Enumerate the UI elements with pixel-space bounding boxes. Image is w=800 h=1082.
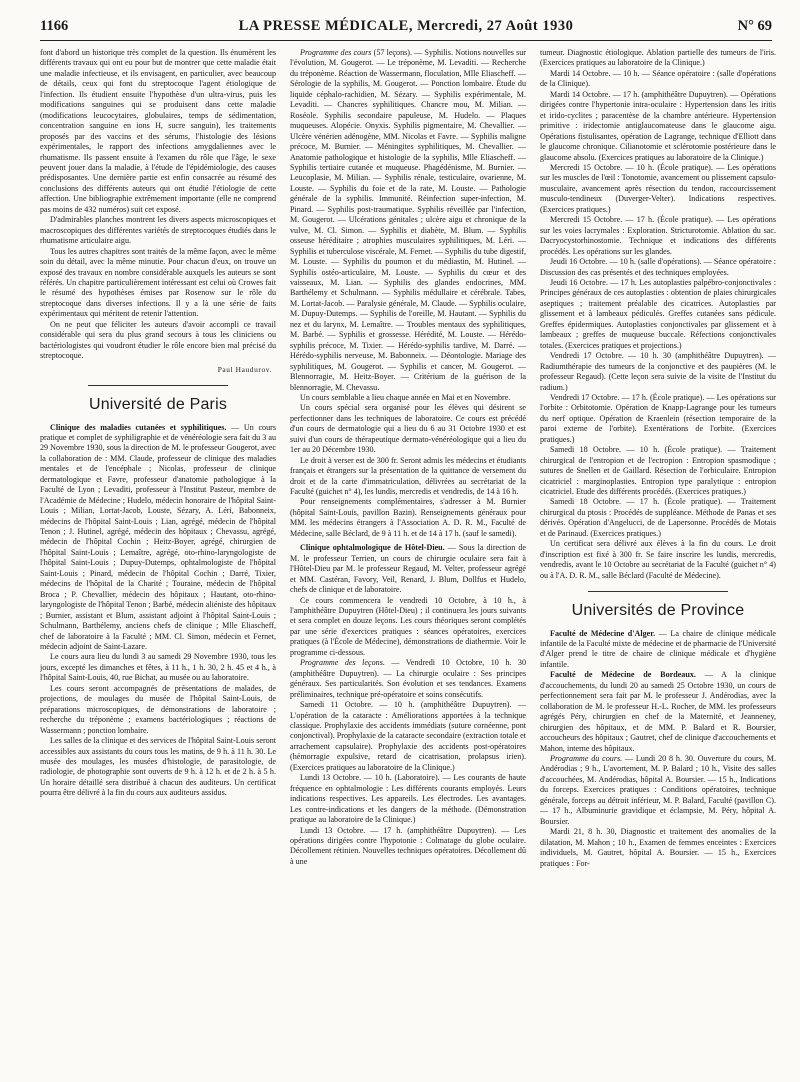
paragraph: Mardi 21, 8 h. 30, Diagnostic et traitement des anomalies de la dilatation, M. Mahon ; 10 h., Examen de femmes enceintes : Exercices individuels, M. Gautret, hôpital A. Boursier. — 15 h., Exercices pratiques : For- [540,827,776,868]
paragraph: Lundi 13 Octobre. — 17 h. (amphithéâtre Dupuytren). — Les opérations dirigées contre l'hypotonie : Colmatage du globe oculaire. Décollement rétinien. Nouvelles techniques opératoires. Décollement dû à une [290,825,526,866]
program-label: Programme du cours. [550,754,623,763]
program-paragraph [290,658,526,700]
section-title-paris: Université de Paris [88,396,228,414]
column-middle [290,48,526,1072]
review-signature: Paul Haudurov. [217,364,272,374]
column-left [40,48,276,1072]
issue-number: N° 69 [737,18,772,34]
paragraph: Mercredi 15 Octobre. — 17 h. (École pratique). — Les opérations sur les voies lacrymales : Exploration. Stricturotomie. Ablation du sac. Dacryocystorhinostomie. Technique et indications des différents procédés. Les opérations sur les glandes. [540,215,776,256]
program-text: — Lundi 20 8 h. 30. Ouverture du cours, M. Andérodias ; 9 h., L'avortement, M. P. Balard ; 10 h., Visite des salles d'accouchées, M. Andérodias, hôpital A. Boursier. — 15 h., Indications du forceps. Exercices pratiques : Conditions opératoires, technique générale, forceps au détroit inférieur, M. P. Balard, Faculté (pavillon C). — 17 h., Albuminurie gravidique et éclampsie, M. Péry, hôpital A. Boursier. [540,754,776,826]
course-text: — Sous la direction de M. le professeur Terrien, un cours de chirurgie oculaire sera fait à l'Hôtel-Dieu par M. le professeur Regaud, M. Velter, professeur agrégé et MM. Castéran, Favory, Veil, Renard, J. Blum, Dollfus et Hudelo, chefs de clinique et de laboratoire. [290,543,526,595]
paragraph: Le droit à verser est de 300 fr. Seront admis les médecins et étudiants français et étrangers sur la présentation de la quittance de versement du droit et de la carte d'immatriculation, délivrées au secrétariat de la Faculté (guichet n° 4), les lundis, mercredis et vendredis, de 14 à 16 h. [290,455,526,497]
paragraph: Un cours semblable a lieu chaque année en Mai et en Novembre. [300,392,511,402]
paragraph: Samedi 18 Octobre. — 10 h. (École pratique). — Traitement chirurgical de l'entropion et de l'ectropion : Entropion spasmodique ; sutures de Snellen et de Gaillard. Résection de l'orbiculaire. Entropion cicatriciel : marginoplasties. Entropion type paralytique : entropion cicatriciel. Etude des différents procédés. (Exercices pratiques.) [540,445,776,497]
program-text: (57 leçons). — Syphilis. Notions nouvelles sur l'évolution, M. Gougerot. — Le tréponème, M. Levaditi. — Recherche du tréponème. Réaction de Wassermann, floculation, Mlle Eliascheff. — Sérologie de la syphilis, M. Gougerot. — Ponction lombaire. Étude du liquide céphalo-rachidien, M. Sézary. — Syphilis expérimentale, M. Levaditi. — Chancres syphilitiques. Chancre mou, M. Milian. — Roséole. Syphilis secondaire papuleuse, M. Hudelo. — Plaques muqueuses. Alopécie. Onyxis. Syphilis pigmentaire, M. Chevallier. — Ulcère vénérien adénogène, MM. Nicolas et Favre. — Syphilis maligne précoce, M. Burnier. — Méningites syphilitiques, M. Chevallier. — Anatomie pathologique et histologie de la syphilis, Mlle Eliascheff. — Syphilis tertiaire cutanée et muqueuse. Phagédénisme, M. Burnier. — Leucoplasie, M. Milian. — Syphilis rénale, testiculaire, ovarienne, M. Louste. — Syphilis du foie et de la rate, M. Louste. — Pathologie générale de la syphilis. Immunité. Réinfection super-infection, M. Pinard. — Syphilis post-traumatique. Syphilis réveillée par l'infection, M. Gougerot. — Ulcérations génitales ; ulcère aigu et chronique de la vulve, M. Cl. Simon. — Syphilis et diabète, M. Blum. — Syphilis osseuse héréditaire ; atrophies musculaires syphilitiques, M. Léri. — Syphilis et tuberculose viscérale, M. Fernet. — Syphilis du tube digestif, M. Louste. — Syphilis du poumon et du médiastin, M. Hutinel. — Syphilis ostéo-articulaire, M. Louste. — Syphilis du cœur et des vaisseaux, M. Lian. — Syphilis des glandes endocrines, MM. Barthélemy et Schulmann. — Syphilis médullaire et cérébrale. Tabes, M. Lortat-Jacob. — Paralysie générale, M. Claude. — Syphilis oculaire, M. Dupuy-Dutemps. — Syphilis de l'oreille, M. Hautant. — Syphilis du nez et du larynx, M. Lemaître. — Troubles mentaux des syphilitiques, M. Barbé. — Syphilis et grossesse. Hérédité, M. Louste. — Hérédo-syphilis précoce, M. Tixier. — Hérédo-syphilis tardive, M. Darré. — Hérédo-syphilis nerveuse, M. Babonneix. — Déontologie. Mariage des syphilitiques, M. Gougerot. — Syphilis et cancer, M. Gougerot. — Blennorragie, M. Heitz-Boyer. — Critérium de la guérison de la blennorragie, M. Chevassu. [290,48,526,392]
course-text: — La chaire de clinique médicale infantile de la Faculté mixte de médecine et de pharmacie de l'Université d'Alger prend le titre de chaire de clinique médicale et d'hygiène infantile. [540,628,776,669]
paragraph: Le cours aura lieu du lundi 3 au samedi 29 Novembre 1930, tous les jours, excepté les dimanches et fêtes, à 11 h., 1 h. 30, 2 h. 45 et 4 h., à l'hôpital Saint-Louis, 40, rue Bichat, au musée ou au laboratoire. [40,652,276,683]
course-paragraph [540,670,776,754]
paragraph: Un certificat sera délivré aux élèves à la fin du cours. Le droit d'inscription est fixé à 300 fr. Se faire inscrire les lundis, mercredis, vendredis, avant le 10 Octobre au secrétariat de la Faculté (guichet n° 4) ou à l'A. D. R. M., salle Béclard (Faculté de Médecine). [540,539,776,580]
paragraph: On ne peut que féliciter les auteurs d'avoir accompli ce travail considérable qui sera du plus grand secours à tous les cliniciens ou bactériologistes qui voudront étudier le rôle encore bien mal précisé du streptocoque. [40,319,276,361]
paragraph: Les salles de la clinique et des services de l'hôpital Saint-Louis seront accessibles aux assistants du cours tous les matins, de 9 h. à 11 h. 30. Le musée des moulages, les musées d'histologie, de parasitologie, de radiologie, de photographie sont ouverts de 9 h. à 12 h. et de 2 h. à 5 h. Un horaire détaillé sera distribué à chacun des auditeurs. Un certificat pourra être délivré à la fin du cours aux auditeurs assidus. [40,736,276,798]
paragraph: Lundi 13 Octobre. — 10 h. (Laboratoire). — Les courants de haute fréquence en ophtalmologie : Les différents courants employés. Leurs indications respectives. Les appareils. Les électrodes. Les avantages. Les contre-indications et les dangers de la méthode. (Démonstration pratique au laboratoire de la Clinique.) [290,773,526,825]
paragraph: Pour renseignements complémentaires, s'adresser à M. Burnier (hôpital Saint-Louis, pavillon Bazin). Renseignements généraux pour MM. les médecins étrangers à l'Association A. D. R. M., Faculté de Médecine, salle Béclard, de 9 à 11 h. et de 14 à 17 h. (sauf le samedi). [290,497,526,538]
paragraph: tumeur. Diagnostic étiologique. Ablation partielle des tumeurs de l'iris. (Exercices pratiques au laboratoire de la Clinique.) [540,48,776,68]
course-text: — Un cours pratique et complet de syphiligraphie et de vénéréologie sera fait du 3 au 29 Novembre 1930, sous la direction de M. le professeur Gougerot, avec la collaboration de : MM. Claude, professeur de clinique des maladies mentales et de l'encéphale ; Nicolas, professeur de clinique dermatologique et Favre, professeur d'anatomie pathologique à la Faculté de Lyon ; Levaditi, professeur à l'Institut Pasteur, membre de l'Académie de Médecine ; Hudelo, médecin honoraire de l'hôpital Saint-Louis ; Milian, Lortat-Jacob, Louste, Sézary, A. Léri, Babonneix, médecins de l'hôpital Saint-Louis ; Lian, agrégé, médecin de l'hôpital Tenon ; J. Hutinel, agrégé, médecin des hôpitaux ; Chevassu, agrégé, médecin de l'hôpital Cochin ; Heitz-Boyer, agrégé, chirurgien de l'hôpital Saint-Louis ; Lemaître, agrégé, oto-rhino-laryngologiste de l'hôpital Saint-Louis ; Dupuy-Dutemps, ophtalmologiste de l'hôpital Saint-Louis ; Pinard, médecin de l'hôpital Cochin ; Darré, Tixier, médecins de l'hôpital de la Charité ; Touraine, médecin de l'hôpital Broca ; P. Chevallier, médecin des hôpitaux ; Hautant, oto-rhino-laryngologiste de l'hôpital Tenon ; Barbé, médecin aliéniste des hôpitaux ; Burnier, assistant et Blum, assistant adjoint à l'hôpital Saint-Louis ; Schulmann, Barthélemy, anciens chefs de clinique ; Mlle Eliascheff, chef de laboratoire à la Faculté ; MM. Cl. Simon, médecin et Fernet, médecin adjoint de Saint-Lazare. [40,422,276,652]
program-text: — Vendredi 10 Octobre, 10 h. 30 (amphithéâtre Dupuytren). — La chirurgie oculaire : Ses principes généraux. Ses particularités. Son évolution et ses tendances. Examens préliminaires, technique pré-opératoire et soins consécutifs. [290,658,526,699]
paragraph: Jeudi 16 Octobre. — 10 h. (salle d'opérations). — Séance opératoire : Discussion des cas présentés et des techniques employées. [540,257,776,277]
divider [88,385,228,386]
page-header [40,14,772,41]
program-label: Programme des cours [300,48,372,57]
journal-title: LA PRESSE MÉDICALE, Mercredi, 27 Août 1930 [238,18,574,34]
program-paragraph [290,48,526,393]
program-paragraph [540,754,776,827]
course-heading: Faculté de Médecine de Bordeaux. [550,670,696,680]
paragraph: Vendredi 17 Octobre. — 17 h. (École pratique). — Les opérations sur l'orbite : Orbitotomie. Opération de Knapp-Lagrange pour les tumeurs du nerf optique. Opération de Kraenlein (résection temporaire de la paroi externe de l'orbite). Exentérations de l'orbite. (Exercices pratiques.) [540,392,776,444]
paragraph: Samedi 18 Octobre. — 17 h. (École pratique). — Traitement chirurgical du ptosis : Procédés de suppléance. Méthode de Panas et ses dérivés. Opération d'Angelucci, de de Lapersonne. Procédés de Motais et de Parinaud. (Exercices pratiques.) [540,497,776,538]
course-paragraph [40,423,276,653]
paragraph: Mercredi 15 Octobre. — 10 h. (École pratique). — Les opérations sur les muscles de l'œil : Tonotomie, avancement ou plissement capsulo-musculaire, avancement après résection du tendon, raccourcissement musculo-tendineux (Duverger-Velter). Indications respectives. (Exercices pratiques.) [540,162,776,214]
paragraph: Mardi 14 Octobre. — 17 h. (amphithéâtre Dupuytren). — Opérations dirigées contre l'hypertonie intra-oculaire : Hypertension dans les iritis et irido-cyclites ; paracentèse de la chambre antérieure. Hypertension primitive : iridectomie antiglaucomateuse dans le glaucome aigu. Opérations fistulisantes, opération de Lagrange, technique d'Elliott dans le glaucome chronique. Cilianotomie et sclérotomie postérieure dans le glaucome absolu. (Exercices pratiques au laboratoire de la Clinique.) [540,89,776,162]
program-label: Programme des leçons. [300,658,385,668]
paragraph: Tous les autres chapitres sont traités de la même façon, avec le même soin du détail, avec la même minutie. Pour chacun d'eux, on trouve un exposé des travaux en nombre considérable auxquels les auteurs se sont référés. Un chapitre particulièrement intéressant est celui où Crowes fait le résumé des hypothèses émises par Rosenow sur le rôle du streptocoque dans diverses infections. Il y a là une série de faits expérimentaux qui méritent de retenir l'attention. [40,246,276,319]
paragraph: Vendredi 17 Octobre. — 10 h. 30 (amphithéâtre Dupuytren). — Radiumthérapie des tumeurs de la conjonctive et des paupières (M. le professeur Regaud). (Cette leçon sera suivie de la visite de l'Institut du radium.) [540,351,776,392]
column-right [540,48,776,1072]
course-heading: Clinique ophtalmologique de Hôtel-Dieu. [300,543,445,553]
course-heading: Faculté de Médecine d'Alger. [550,628,656,638]
paragraph: D'admirables planches montrent les divers aspects microscopiques et macroscopiques des différentes variétés de streptocoques étudiés dans le rhumatisme articulaire aigu. [40,215,276,246]
paragraph: Mardi 14 Octobre. — 10 h. — Séance opératoire : (salle d'opérations de la Clinique). [540,68,776,89]
paragraph: font d'abord un historique très complet de la question. Ils énumèrent les différents travaux qui ont eu pour but de montrer que cette maladie était une maladie infectieuse, et ils envisagent, en particulier, avec beaucoup de détails, ceux qui font du streptocoque l'agent étiologique de l'infection. Ils étudient ensuite l'hypothèse d'un ultra-virus, puis les modifications sanguines qui se produisent dans cette maladie (modifications leucocytaires, globulaires, temps de sédimentation, concentration sanguine en ions H, sucre sanguin), les traitements proposés par des vaccins et des sérums, l'histologie des lésions expérimentales, le rapport des infections amygdaliennes avec le rhumatisme. Ils passent ensuite à l'examen du rôle que l'âge, le sexe peuvent jouer dans la maladie, à l'étude de l'épidémiologie, des causes prédisposantes. Une dernière partie est enfin consacrée au résumé des conclusions des différents auteurs qui ont étudié l'étiologie de cette affection. Une bibliographie extrêmement importante (elle ne comprend pas moins de 432 numéros) suit cet exposé. [40,48,276,214]
page-number: 1166 [40,18,69,34]
paragraph: Les cours seront accompagnés de présentations de malades, de projections, de moulages du musée de l'hôpital Saint-Louis, de préparations microscopiques, de démonstrations de laboratoire ; recherche du tréponème ; examens bactériologiques ; réactions de Wassermann ; ponction lombaire. [40,683,276,735]
paragraph: Ce cours commencera le vendredi 10 Octobre, à 10 h., à l'amphithéâtre Dupuytren (Hôtel-Dieu) ; il continuera les jours suivants et sera complet en douze leçons. Les cours théoriques seront complétés par une série d'exercices pratiques : séances opératoires, exercices pratiques (à l'École de Médecine), démonstrations de diathermie. Voir le programme ci-dessous. [290,595,526,657]
divider [588,591,728,592]
paragraph: Un cours spécial sera organisé pour les élèves qui désirent se perfectionner dans les techniques de laboratoire. Ce cours est précédé d'un cours de dermatologie qui a lieu du 6 au 31 Octobre 1930 et est suivi d'un cours de thérapeutique dermato-vénéréologique qui a lieu du 1er au 20 Décembre 1930. [290,403,526,455]
course-heading: Clinique des maladies cutanées et syphilitiques. [50,422,227,432]
course-paragraph [290,543,526,595]
section-title-province: Universités de Province [571,602,745,620]
paragraph: Jeudi 16 Octobre. — 17 h. Les autoplasties palpébro-conjonctivales : Principes généraux de ces autoplasties : obtention de plaies chirurgicales aseptiques ; traitement préalable des cicatrices. Autoplasties par glissement et à lambeaux pédiculés. Greffes cutanées sans pédicule. Greffes épidermiques. Autoplasties conjonctivales par glissement et à lambeaux ; greffes de muqueuse buccale. Réfections conjonctivales totales. (Exercices pratiques et projections.) [540,277,776,350]
paragraph: Samedi 11 Octobre. — 10 h. (amphithéâtre Dupuytren). — L'opération de la cataracte : Améliorations apportées à la technique classique. Prophylaxie des accidents immédiats (suture cornéenne, pont conjonctival). Prophylaxie de la cataracte secondaire (extraction totale et arrachement capsulaire). Prophylaxie des accidents post-opératoires (hémorragie expulsive, retard de cicatrisation, prolapsus irien). (Exercices pratiques au laboratoire de la Clinique.) [290,700,526,772]
course-paragraph [540,629,776,671]
course-text: — A la clinique d'accouchements, du lundi 20 au samedi 25 Octobre 1930, un cours de perfectionnement sera fait par M. le professeur J. Andérodias, avec la collaboration de M. le professeur H.-L. Rocher, de MM. les professeurs agrégés Péry, chirurgien en chef de la Maternité, et Jeanneney, chirurgien des hôpitaux, et de MM. P. Balard et R. Boursier, accoucheurs des hôpitaux ; Gautret, chef de clinique d'accouchements et Mahon, interne des hôpitaux. [540,670,776,753]
